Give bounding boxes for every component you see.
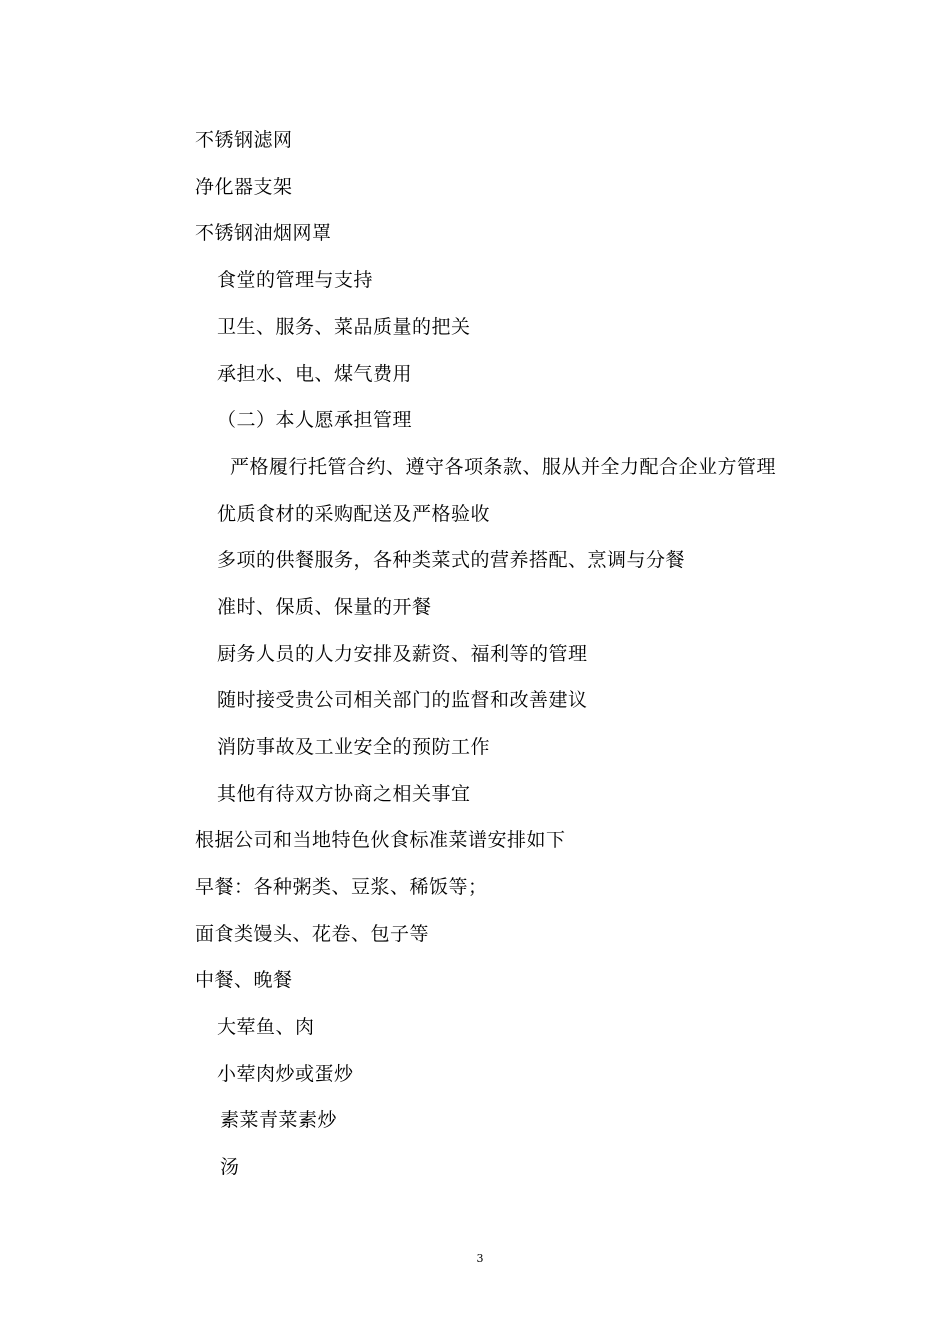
text-line: 中餐、晚餐 (195, 969, 293, 991)
text-line: 不锈钢油烟网罩 (195, 222, 332, 244)
text-line: 净化器支架 (195, 176, 293, 198)
text-line: 面食类馒头、花卷、包子等 (195, 923, 430, 945)
text-line: 准时、保质、保量的开餐 (217, 596, 432, 618)
text-line: 大荤鱼、肉 (217, 1016, 315, 1038)
text-line: 素菜青菜素炒 (220, 1109, 338, 1131)
text-line: 根据公司和当地特色伙食标准菜谱安排如下 (195, 829, 566, 851)
text-line: 汤 (220, 1156, 240, 1178)
text-line: 优质食材的采购配送及严格验收 (217, 503, 491, 525)
text-line: 小荤肉炒或蛋炒 (217, 1063, 354, 1085)
text-line: 食堂的管理与支持 (217, 269, 374, 291)
text-line: 卫生、服务、菜品质量的把关 (217, 316, 471, 338)
text-line: 厨务人员的人力安排及薪资、福利等的管理 (217, 643, 588, 665)
section-heading: （二）本人愿承担管理 (217, 409, 413, 431)
text-line: 早餐：各种粥类、豆浆、稀饭等； (195, 876, 488, 898)
text-line: 消防事故及工业安全的预防工作 (217, 736, 491, 758)
text-line: 严格履行托管合约、遵守各项条款、服从并全力配合企业方管理 (230, 456, 777, 478)
text-line: 不锈钢滤网 (195, 129, 293, 151)
text-line: 随时接受贵公司相关部门的监督和改善建议 (217, 689, 588, 711)
page-number: 3 (476, 1252, 484, 1265)
text-line: 多项的供餐服务，各种类菜式的营养搭配、烹调与分餐 (217, 549, 686, 571)
text-line: 承担水、电、煤气费用 (217, 363, 413, 385)
text-line: 其他有待双方协商之相关事宜 (217, 783, 471, 805)
